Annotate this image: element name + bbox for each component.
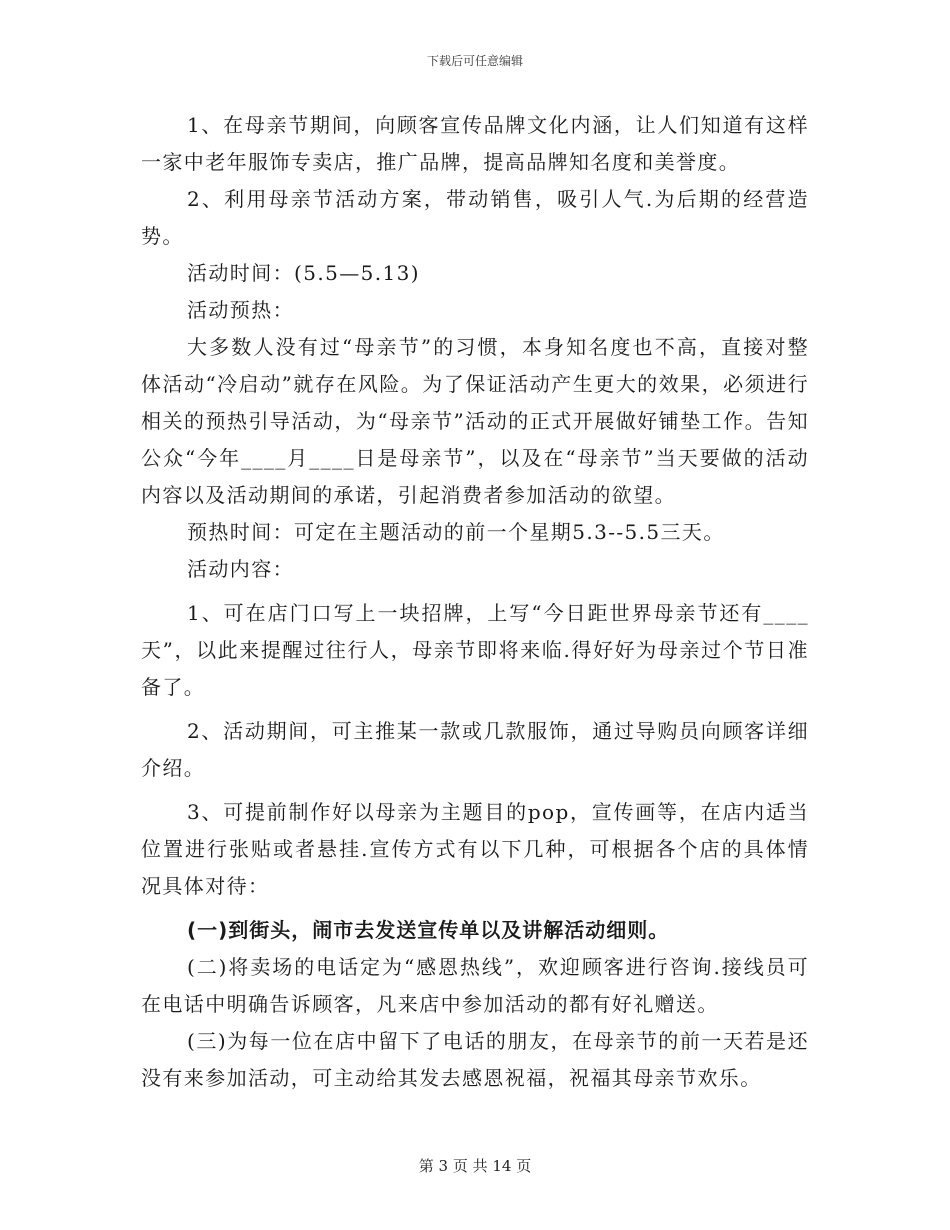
document-body <box>141 107 809 1097</box>
page-number: 第 3 页 共 14 页 <box>418 1157 532 1175</box>
paragraph-method-1: (一)到街头，闹市去发送宣传单以及讲解活动细则。 <box>187 918 670 942</box>
paragraph-warmup-body: 大多数人没有过“母亲节”的习惯，本身知名度也不高，直接对整体活动“冷启动”就存在风险。为了保证活动产生更大的效果，必须进行相关的预热引导活动，为“母亲节”活动的正式开展做好铺垫工作。告知公众“今年____月____日是母亲节”，以及在“母亲节”当天要做的活动内容以及活动期间的承诺，引起消费者参加活动的欲望。 <box>141 335 809 507</box>
paragraph-warmup-time: 预热时间：可定在主题活动的前一个星期5.3--5.5三天。 <box>187 520 725 544</box>
page-header-note: 下载后可任意编辑 <box>426 54 523 68</box>
paragraph-goal-2: 2、利用母亲节活动方案，带动销售，吸引人气.为后期的经营造势。 <box>141 187 809 248</box>
paragraph-goal-1: 1、在母亲节期间，向顾客宣传品牌文化内涵，让人们知道有这样一家中老年服饰专卖店，推广品牌，提高品牌知名度和美誉度。 <box>141 113 809 174</box>
paragraph-content-3: 3、可提前制作好以母亲为主题目的pop，宣传画等，在店内适当位置进行张贴或者悬挂.宣传方式有以下几种，可根据各个店的具体情况具体对待： <box>141 800 809 898</box>
paragraph-warmup-heading: 活动预热： <box>187 298 294 322</box>
paragraph-method-2: (二)将卖场的电话定为“感恩热线”，欢迎顾客进行咨询.接线员可在电话中明确告诉顾客，凡来店中参加活动的都有好礼赠送。 <box>141 955 809 1016</box>
paragraph-method-3: (三)为每一位在店中留下了电话的朋友，在母亲节的前一天若是还没有来参加活动，可主动给其发去感恩祝福，祝福其母亲节欢乐。 <box>141 1029 809 1090</box>
paragraph-activity-time: 活动时间：(5.5—5.13) <box>187 261 420 285</box>
paragraph-content-1: 1、可在店门口写上一块招牌，上写“今日距世界母亲节还有____天”，以此来提醒过往行人，母亲节即将来临.得好好为母亲过个节日准备了。 <box>141 601 809 699</box>
paragraph-content-2: 2、活动期间，可主推某一款或几款服饰，通过导购员向顾客详细介绍。 <box>141 719 809 780</box>
paragraph-content-heading: 活动内容： <box>187 557 294 581</box>
